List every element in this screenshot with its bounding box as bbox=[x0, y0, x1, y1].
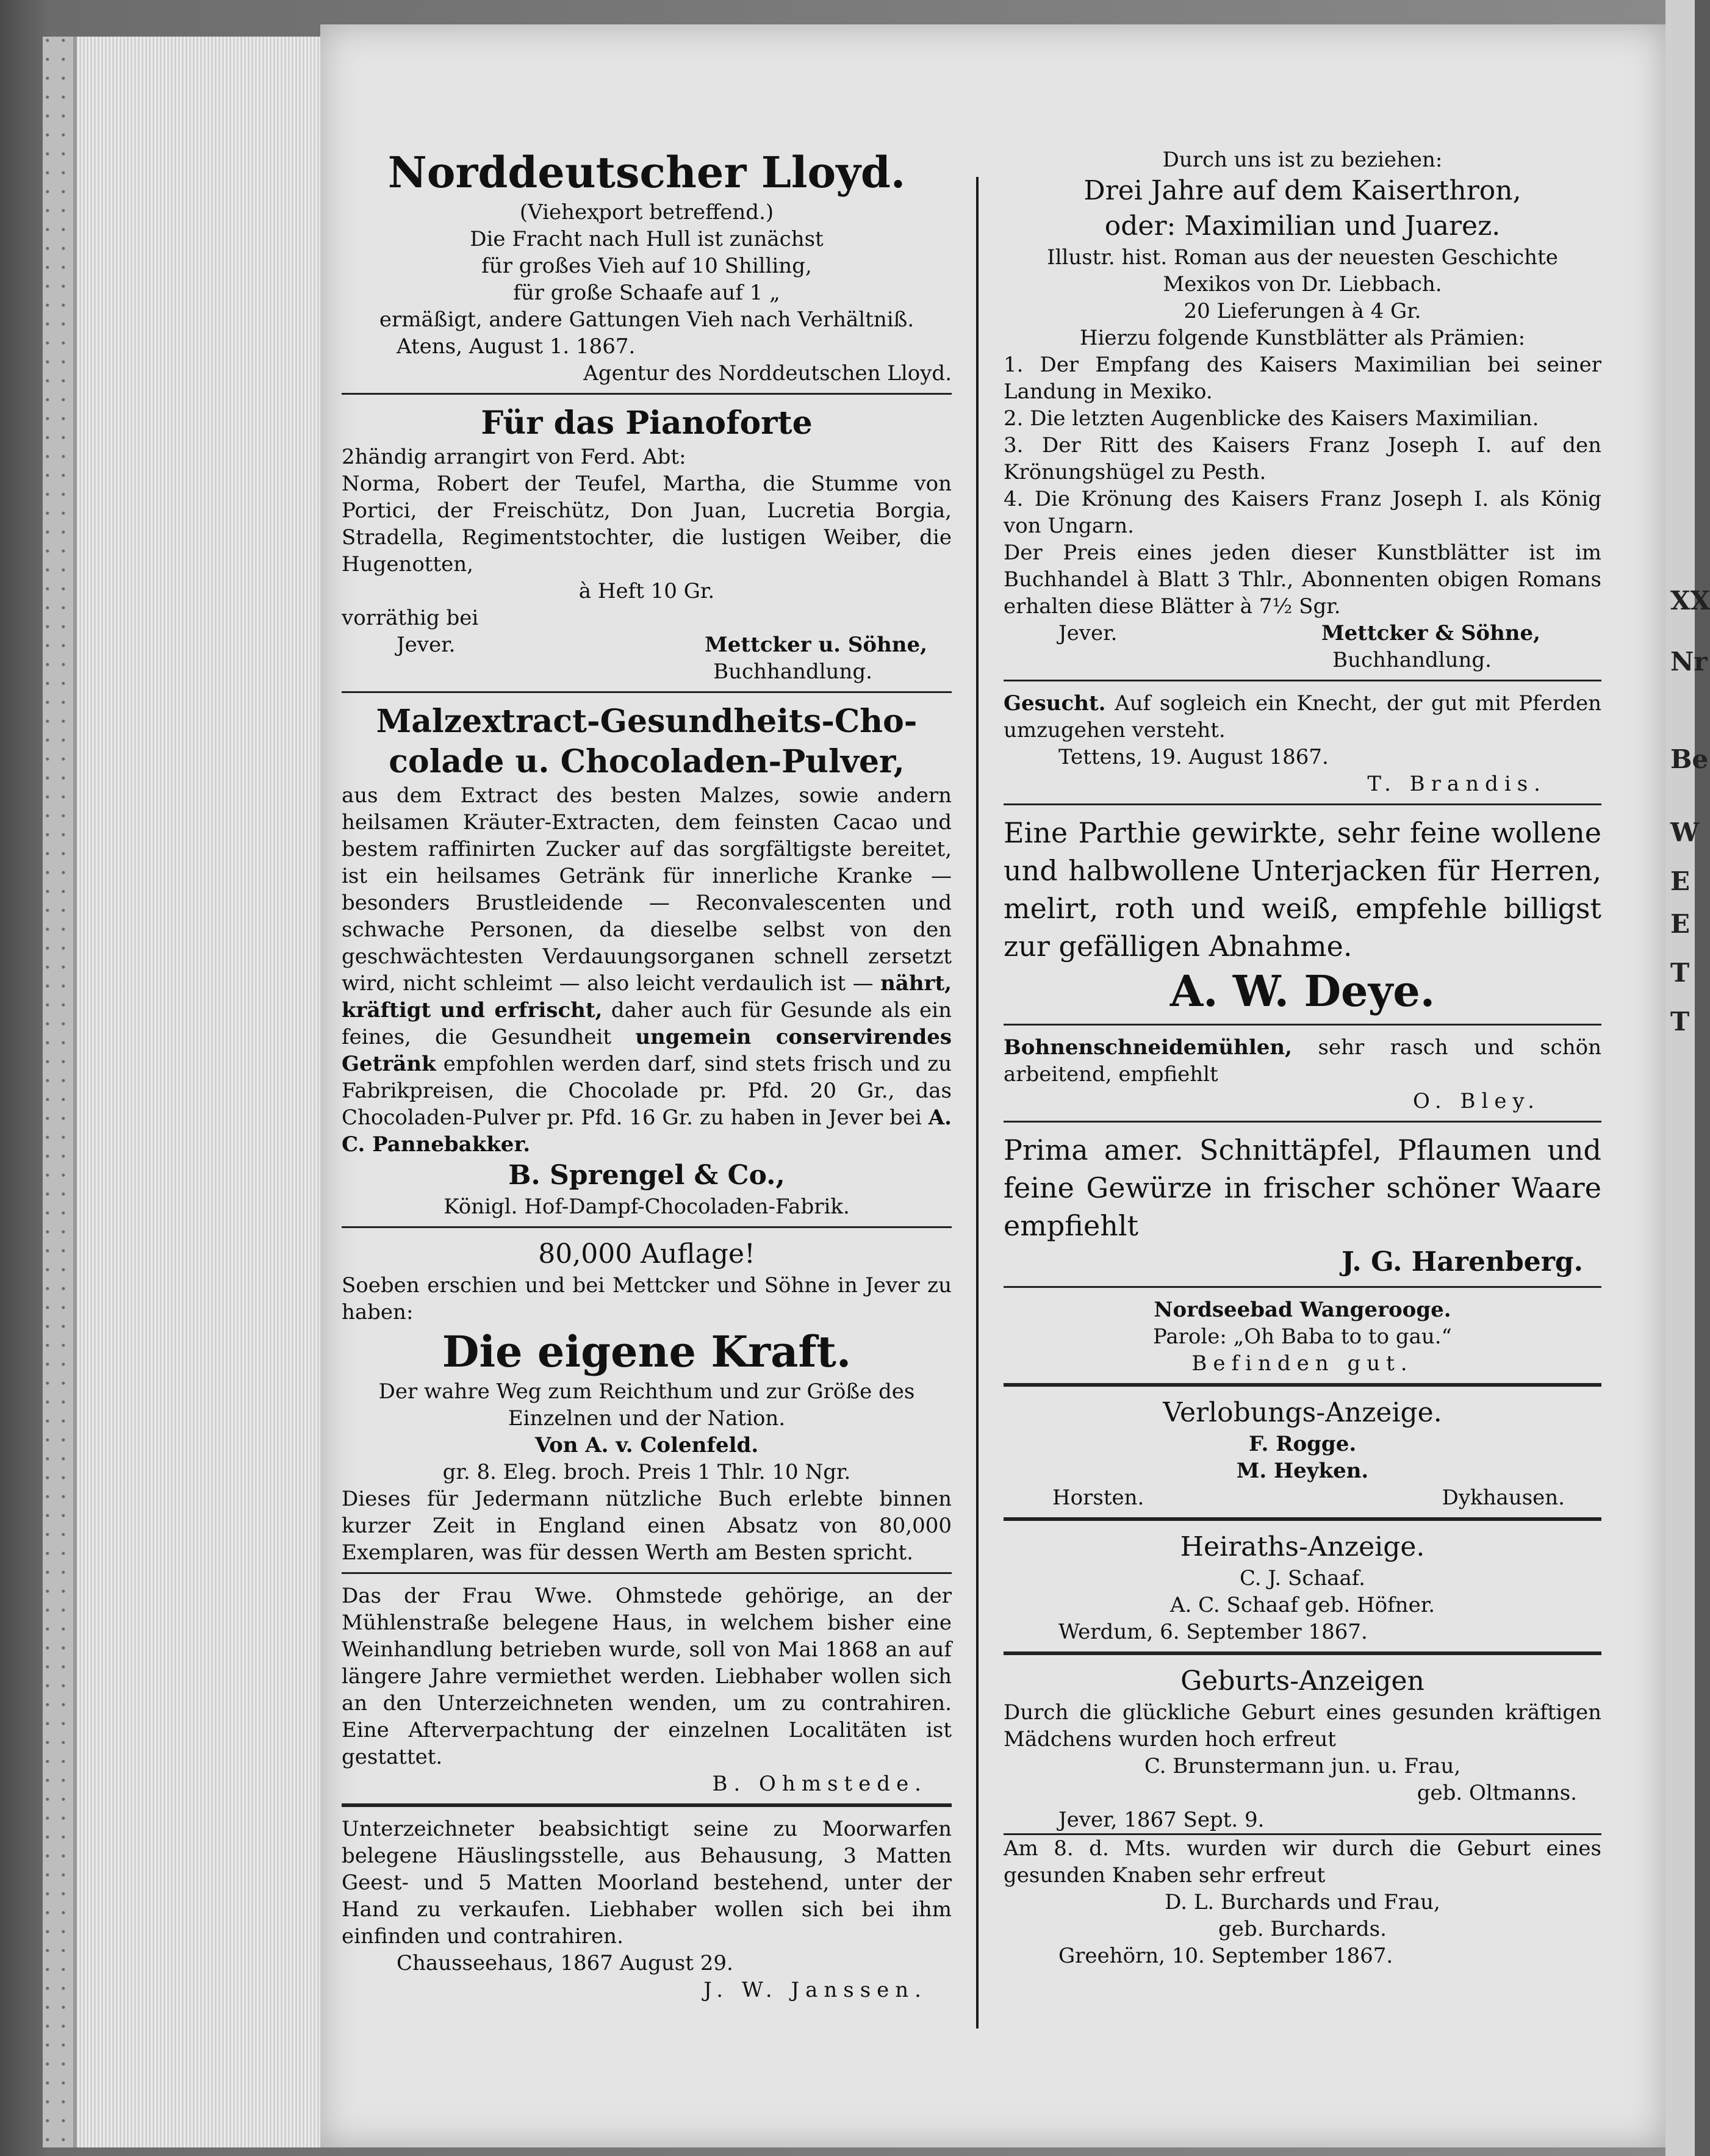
ad-body: Unterzeichneter beabsichtigt seine zu Moorwarfen belegene Häuslingsstelle, aus Behausung, 3 Matten Geest- und 5 Matten Moorland bestehend, unter der Hand zu verkaufen. Liebhaber wollen sich bei ihm einfinden und contrahiren. bbox=[342, 1817, 952, 1949]
ad-body: Eine Parthie gewirkte, sehr feine wollene und halbwollene Unterjacken für Herren, melirt, roth und weiß, empfehle billigst zur gefälligen Abnahme. bbox=[1004, 816, 1601, 963]
ad-signature: J. G. Harenberg. bbox=[1342, 1246, 1583, 1277]
separator bbox=[1004, 680, 1601, 681]
ad-text: Auf sogleich ein Knecht, der gut mit Pferden umzugehen versteht. bbox=[1004, 691, 1602, 742]
column-divider bbox=[976, 177, 979, 2028]
ad-name: geb. Oltmanns. bbox=[1417, 1781, 1577, 1805]
ad-line: ermäßigt, andere Gattungen Vieh nach Verhältniß. bbox=[379, 307, 914, 332]
ad-line: Die Fracht nach Hull ist zunächst bbox=[470, 227, 824, 251]
ad-pianoforte bbox=[342, 403, 952, 685]
ad-bley bbox=[1004, 1034, 1601, 1115]
left-column bbox=[342, 146, 952, 2003]
ad-body: Prima amer. Schnittäpfel, Pflaumen und feine Gewürze in frischer schöner Waare empfiehlt bbox=[1004, 1134, 1601, 1242]
margin-fragment: T bbox=[1670, 958, 1690, 988]
ad-harenberg bbox=[1004, 1131, 1601, 1280]
ad-text: aus dem Extract des besten Malzes, sowie andern heilsamen Kräuter-Extracten, dem feinsten Cacao und bestem raffinirten Zucker auf das sorgfältigste bereitet, ist ein heilsames Getränk für innerliche Kranke — besonders Brustleidende — Reconvalescenten und schwache Personen, da dieselbe selbst von den geschwächtesten Verdauungsorganen schnell zersetzt wird, nicht schleimt — also leicht verdaulich ist — bbox=[342, 783, 952, 996]
ad-firm: Mettcker u. Söhne, bbox=[705, 633, 927, 657]
ad-name: C. J. Schaaf. bbox=[1240, 1566, 1365, 1590]
ad-lead: Bohnenschneidemühlen, bbox=[1004, 1035, 1292, 1060]
ad-subtitle: Der wahre Weg zum Reichthum und zur Größe des Einzelnen und der Nation. bbox=[378, 1379, 915, 1431]
ad-price: à Heft 10 Gr. bbox=[578, 579, 715, 603]
ad-title: Nordseebad Wangerooge. bbox=[1154, 1298, 1451, 1322]
ad-body: Das der Frau Wwe. Ohmstede gehörige, an der Mühlenstraße belegene Haus, in welchem bisher eine Weinhandlung betrieben wurde, soll von Mai 1868 an auf längere Jahre vermiethet werden. Liebhaber wollen sich an den Unterzeichneten wenden, um zu contrahiren. Eine Afterverpachtung der einzelnen Localitäten ist gestattet. bbox=[342, 1584, 952, 1769]
separator bbox=[342, 691, 952, 693]
ad-eigene-kraft bbox=[342, 1237, 952, 1566]
ad-wangerooge bbox=[1004, 1296, 1601, 1377]
list-item: 4. Die Krönung des Kaisers Franz Joseph I. als König von Ungarn. bbox=[1004, 487, 1601, 538]
ad-name: C. Brunstermann jun. u. Frau, bbox=[1144, 1754, 1461, 1778]
ad-body: Durch die glückliche Geburt eines gesunden kräftigen Mädchens wurden hoch erfreut bbox=[1004, 1700, 1601, 1752]
ad-firm: Mettcker & Söhne, bbox=[1321, 621, 1540, 645]
separator bbox=[1004, 1383, 1601, 1387]
ad-title: Die eigene Kraft. bbox=[442, 1326, 852, 1377]
list-item: 2. Die letzten Augenblicke des Kaisers Maximilian. bbox=[1004, 406, 1539, 431]
ad-name: F. Rogge. bbox=[1248, 1432, 1357, 1456]
ad-text: empfohlen werden darf, sind stets frisch und zu Fabrikpreisen, die Chocolade pr. Pfd. 20 Gr., das Chocoladen-Pulver pr. Pfd. 16 Gr. zu haben in Jever bei bbox=[342, 1052, 952, 1130]
ad-date: Tettens, 19. August 1867. bbox=[1058, 745, 1329, 769]
margin-fragment: Nr bbox=[1670, 647, 1708, 677]
ad-subtitle: 20 Lieferungen à 4 Gr. bbox=[1184, 299, 1421, 323]
ad-chocolate bbox=[342, 702, 952, 1220]
right-column bbox=[1004, 146, 1601, 1969]
ad-title: Für das Pianoforte bbox=[481, 404, 813, 442]
ad-firm-line: Buchhandlung. bbox=[713, 659, 872, 684]
page-edges bbox=[73, 37, 333, 2147]
margin-fragment: E bbox=[1670, 866, 1690, 896]
ad-deye bbox=[1004, 814, 1601, 1018]
ad-signature: T. Brandis. bbox=[1367, 772, 1547, 796]
separator bbox=[342, 1226, 952, 1228]
ad-title: Verlobungs-Anzeige. bbox=[1163, 1397, 1442, 1428]
ad-signature: J. W. Janssen. bbox=[703, 1978, 927, 2002]
ad-text: vorräthig bei bbox=[342, 606, 479, 630]
ad-maker-line: Königl. Hof-Dampf-Chocoladen-Fabrik. bbox=[444, 1195, 850, 1219]
ad-name: D. L. Burchards und Frau, bbox=[1165, 1890, 1440, 1914]
ad-intro: Soeben erschien und bei Mettcker und Söhne in Jever zu haben: bbox=[342, 1273, 952, 1324]
ad-janssen bbox=[342, 1816, 952, 2003]
margin-fragment: E bbox=[1670, 909, 1690, 939]
ad-body: Am 8. d. Mts. wurden wir durch die Geburt eines gesunden Knaben sehr erfreut bbox=[1004, 1836, 1601, 1888]
separator bbox=[1004, 1286, 1601, 1288]
ad-signature-row bbox=[1004, 620, 1601, 647]
separator bbox=[1004, 1121, 1601, 1123]
ad-text: sehr rasch und schön arbeitend, empfiehlt bbox=[1004, 1035, 1602, 1087]
separator bbox=[1004, 1517, 1601, 1521]
ad-title: Norddeutscher Lloyd. bbox=[387, 147, 906, 198]
ad-signature: B. Ohmstede. bbox=[712, 1772, 927, 1796]
ad-ohmstede bbox=[342, 1583, 952, 1797]
separator bbox=[1004, 803, 1601, 805]
ad-emphasis: ungemein conservirendes Getränk bbox=[342, 1025, 952, 1076]
ad-date: Jever, 1867 Sept. 9. bbox=[1058, 1808, 1265, 1832]
ad-signature: A. W. Deye. bbox=[1169, 966, 1435, 1016]
ad-headline: 80,000 Auflage! bbox=[538, 1238, 755, 1270]
next-page-strip bbox=[1665, 0, 1695, 2156]
ad-body bbox=[1004, 690, 1601, 744]
separator bbox=[342, 393, 952, 395]
ad-body: Der Preis eines jeden dieser Kunstblätter ist im Buchhandel à Blatt 3 Thlr., Abonnenten obigen Romans erhalten diese Blätter à 7½ Sgr. bbox=[1004, 541, 1601, 619]
separator bbox=[1004, 1651, 1601, 1655]
ad-place: Jever. bbox=[397, 633, 456, 657]
ad-title: Heiraths-Anzeige. bbox=[1180, 1531, 1425, 1562]
ad-name: A. C. Schaaf geb. Höfner. bbox=[1169, 1593, 1435, 1617]
ad-name: M. Heyken. bbox=[1236, 1459, 1369, 1483]
ad-lloyd bbox=[342, 146, 952, 387]
margin-fragment: Be bbox=[1670, 744, 1709, 774]
ad-subtitle: Mexikos von Dr. Liebbach. bbox=[1163, 272, 1442, 296]
ad-title: Malzextract-Gesundheits-Cho- bbox=[376, 703, 918, 740]
ad-text: daher auch für Gesunde als ein feines, die Gesundheit bbox=[342, 998, 952, 1049]
ad-title: oder: Maximilian und Juarez. bbox=[1104, 210, 1501, 242]
ad-place: Horsten. bbox=[1052, 1486, 1144, 1510]
ad-premiums: Hierzu folgende Kunstblätter als Prämien: bbox=[1079, 326, 1526, 350]
ad-emphasis: nährt, kräftigt und erfrischt, bbox=[342, 971, 952, 1022]
ad-signature: Agentur des Norddeutschen Lloyd. bbox=[583, 361, 952, 386]
ad-gesucht bbox=[1004, 690, 1601, 797]
ad-place: Dykhausen. bbox=[1442, 1486, 1565, 1510]
ad-subtitle: 2händig arrangirt von Ferd. Abt: bbox=[342, 445, 686, 469]
ad-lead: Gesucht. bbox=[1004, 691, 1106, 716]
ad-dealer: A. C. Pannebakker. bbox=[342, 1105, 952, 1157]
ad-geburt bbox=[1004, 1664, 1601, 1969]
ad-date: Chausseehaus, 1867 August 29. bbox=[397, 1951, 733, 1975]
ad-signature-row bbox=[342, 631, 952, 658]
list-item: 1. Der Empfang des Kaisers Maximilian bei seiner Landung in Mexiko. bbox=[1004, 353, 1601, 404]
ad-author: Von A. v. Colenfeld. bbox=[534, 1433, 759, 1457]
ad-subtitle: (Vieheҳport betreffend.) bbox=[519, 200, 774, 225]
ad-text: Parole: „Oh Baba to to gau.“ bbox=[1153, 1324, 1452, 1349]
ad-maker: B. Sprengel & Co., bbox=[508, 1160, 785, 1191]
ad-title: colade u. Chocoladen-Pulver, bbox=[389, 743, 905, 780]
ad-body: Dieses für Jedermann nützliche Buch erlebte binnen kurzer Zeit in England einen Absatz von 80,000 Exemplaren, was für dessen Werth am Besten spricht. bbox=[342, 1487, 952, 1565]
margin-fragment: XX bbox=[1670, 586, 1710, 616]
ad-line: für große Schaafe auf 1 „ bbox=[513, 281, 780, 305]
margin-fragment: W bbox=[1670, 817, 1700, 847]
separator bbox=[1004, 1024, 1601, 1026]
ad-subtitle: Illustr. hist. Roman aus der neuesten Geschichte bbox=[1047, 245, 1558, 270]
ad-status: Befinden gut. bbox=[1191, 1351, 1414, 1376]
ad-kaiserthron bbox=[1004, 146, 1601, 674]
ad-title: Drei Jahre auf dem Kaiserthron, bbox=[1083, 175, 1521, 206]
ad-heirath bbox=[1004, 1529, 1601, 1645]
ad-date: Greehörn, 10. September 1867. bbox=[1058, 1944, 1393, 1968]
margin-fragment: T bbox=[1670, 1007, 1690, 1037]
ad-intro: Durch uns ist zu beziehen: bbox=[1162, 148, 1443, 172]
ad-verlobung bbox=[1004, 1395, 1601, 1511]
ad-places-row bbox=[1004, 1484, 1601, 1511]
separator bbox=[342, 1572, 952, 1574]
ad-firm-line: Buchhandlung. bbox=[1332, 648, 1492, 672]
ad-line: für großes Vieh auf 10 Shilling, bbox=[481, 254, 812, 278]
ad-body: Norma, Robert der Teufel, Martha, die Stumme von Portici, der Freischütz, Don Juan, Lucretia Borgia, Stradella, Regimentstochter, die lustigen Weiber, die Hugenotten, bbox=[342, 472, 952, 577]
separator bbox=[342, 1803, 952, 1807]
ad-title: Geburts-Anzeigen bbox=[1180, 1666, 1424, 1697]
ad-date: Werdum, 6. September 1867. bbox=[1058, 1620, 1368, 1644]
ad-signature: O. Bley. bbox=[1413, 1089, 1540, 1113]
ad-body bbox=[1004, 1034, 1601, 1088]
ad-place: Jever. bbox=[1058, 621, 1118, 645]
ad-name: geb. Burchards. bbox=[1218, 1917, 1387, 1941]
ad-date: Atens, August 1. 1867. bbox=[397, 334, 636, 359]
list-item: 3. Der Ritt des Kaisers Franz Joseph I. auf den Krönungshügel zu Pesth. bbox=[1004, 433, 1601, 484]
ad-body bbox=[342, 782, 952, 1158]
ad-price: gr. 8. Eleg. broch. Preis 1 Thlr. 10 Ngr. bbox=[442, 1460, 851, 1484]
